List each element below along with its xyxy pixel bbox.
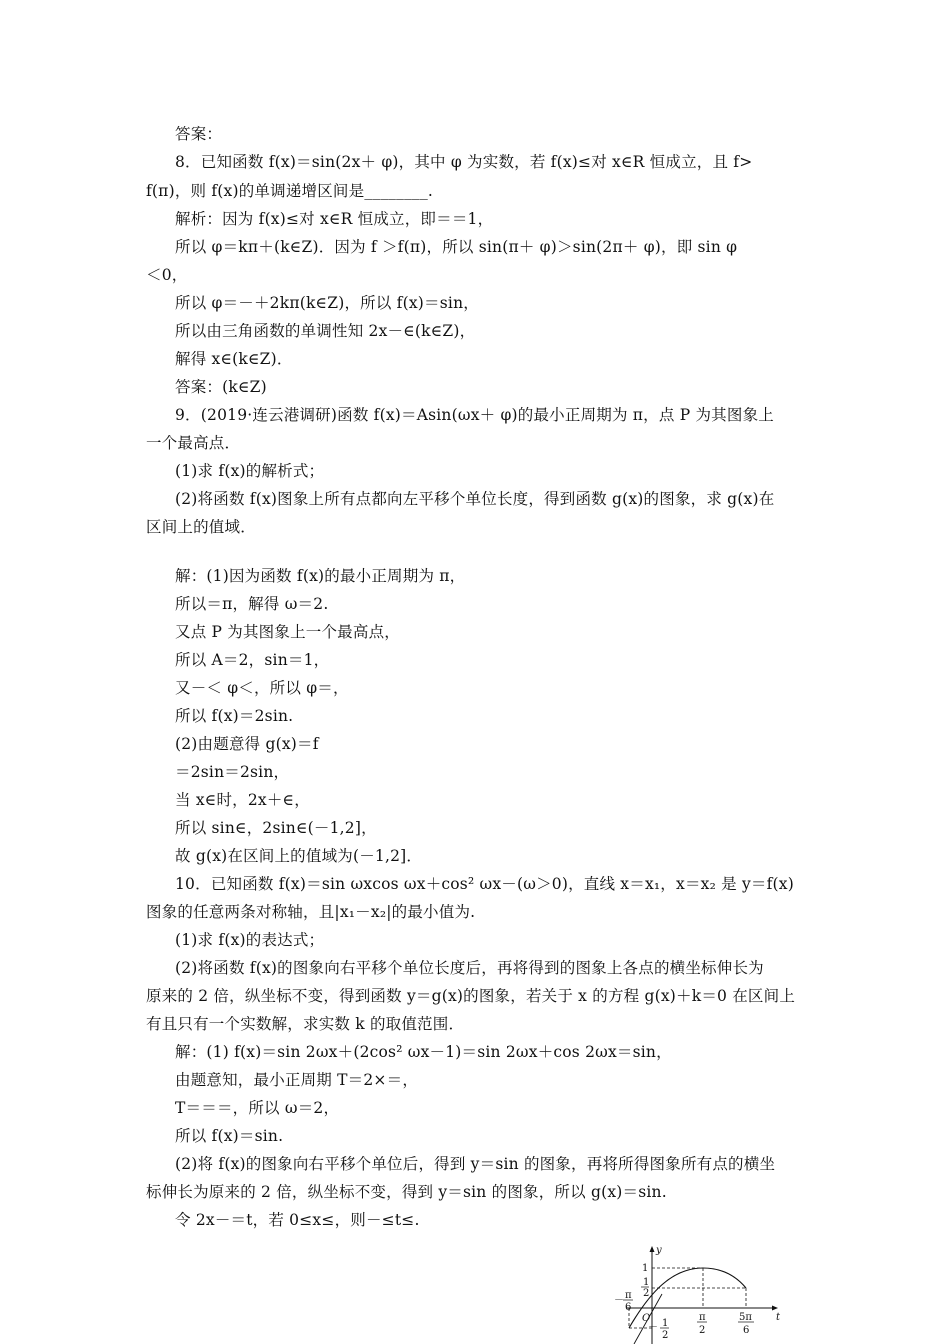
text-line-l25: 所以 sin∈，2sin∈(－1,2]， [175, 819, 377, 837]
text-line-l38: 标伸长为原来的 2 倍，纵坐标不变，得到 y＝sin 的图象，所以 g(x)＝sin. [146, 1183, 667, 1201]
text-line-l34: 由题意知，最小正周期 T＝2×＝， [175, 1071, 419, 1089]
text-line-l19: 所以 A＝2，sin＝1， [175, 651, 330, 669]
text-line-l09: 解得 x∈(k∈Z)． [175, 350, 293, 368]
text-line-l14: (2)将函数 f(x)图象上所有点都向左平移个单位长度，得到函数 g(x)的图象，求 g(x)在 [175, 490, 775, 508]
origin-label: O [642, 1313, 651, 1324]
text-line-l16: 解：(1)因为函数 f(x)的最小正周期为 π， [175, 567, 466, 585]
text-line-l20: 又－＜ φ＜，所以 φ＝， [175, 679, 349, 697]
text-line-l10: 答案：(k∈Z) [175, 378, 267, 396]
text-line-l24: 当 x∈时，2x＋∈， [175, 791, 310, 809]
text-line-l29: (1)求 f(x)的表达式； [175, 931, 325, 949]
x5pi6-den: 6 [743, 1325, 750, 1336]
x-axis-label: t [776, 1312, 781, 1323]
xneg-num: π [625, 1290, 632, 1301]
yneg-half-sign: － [648, 1322, 658, 1333]
text-line-l17: 所以＝π，解得 ω＝2. [175, 595, 329, 613]
text-line-l30: (2)将函数 f(x)的图象向右平移个单位长度后，再将得到的图象上各点的横坐标伸长为 [175, 959, 764, 977]
text-line-l01: 答案： [175, 125, 223, 143]
text-line-l06: ＜0， [146, 266, 188, 284]
text-line-l36: 所以 f(x)＝sin. [175, 1127, 284, 1145]
x5pi6-num: 5π [739, 1312, 752, 1323]
text-line-l33: 解：(1) f(x)＝sin 2ωx＋(2cos² ωx－1)＝sin 2ωx＋cos 2ωx＝sin， [175, 1043, 672, 1061]
ytick-half-den: 2 [643, 1288, 650, 1299]
text-line-l07: 所以 φ＝－＋2kπ(k∈Z)，所以 f(x)＝sin， [175, 294, 479, 312]
text-line-l26: 故 g(x)在区间上的值域为(－1,2]． [175, 847, 423, 865]
text-line-l32: 有且只有一个实数解，求实数 k 的取值范围． [146, 1015, 465, 1033]
text-line-l03: f(π)，则 f(x)的单调递增区间是________. [146, 182, 434, 200]
text-line-l28: 图象的任意两条对称轴，且|x₁－x₂|的最小值为. [146, 903, 476, 921]
xneg-sign: － [614, 1295, 624, 1306]
text-line-l39: 令 2x－＝t，若 0≤x≤，则－≤t≤. [175, 1211, 420, 1229]
text-line-l02: 8．已知函数 f(x)＝sin(2x＋ φ)，其中 φ 为实数，若 f(x)≤对 x∈R 恒成立，且 f> [175, 153, 753, 171]
text-line-l15: 区间上的值域． [146, 518, 256, 536]
xpi2-den: 2 [699, 1325, 706, 1336]
text-line-l08: 所以由三角函数的单调性知 2x－∈(k∈Z)， [175, 322, 476, 340]
ytick-half-num: 1 [643, 1277, 650, 1288]
xneg-den: 6 [625, 1302, 632, 1313]
y-axis-label: y [656, 1245, 662, 1256]
text-line-l13: (1)求 f(x)的解析式； [175, 462, 325, 480]
text-line-l35: T＝＝＝，所以 ω＝2， [175, 1099, 340, 1117]
text-line-l27: 10．已知函数 f(x)＝sin ωxcos ωx＋cos² ωx－(ω＞0)，直线 x＝x₁，x＝x₂ 是 y＝f(x) [175, 875, 794, 893]
text-line-l31: 原来的 2 倍，纵坐标不变，得到函数 y＝g(x)的图象，若关于 x 的方程 g(x)＋k＝0 在区间上 [146, 987, 796, 1005]
text-line-l18: 又点 P 为其图象上一个最高点， [175, 623, 400, 641]
text-line-l23: ＝2sin＝2sin， [175, 763, 290, 781]
text-line-l22: (2)由题意得 g(x)＝f [175, 735, 319, 753]
yneg-half-den: 2 [662, 1330, 669, 1341]
text-line-l11: 9．(2019·连云港调研)函数 f(x)＝Asin(ωx＋ φ)的最小正周期为 π，点 P 为其图象上 [175, 406, 774, 424]
y-axis-arrow [650, 1246, 655, 1252]
x-axis-arrow [772, 1306, 778, 1311]
xpi2-num: π [699, 1312, 706, 1323]
sine-graph-figure [612, 1240, 787, 1344]
yneg-half-num: 1 [662, 1318, 669, 1329]
text-line-l21: 所以 f(x)＝2sin. [175, 707, 294, 725]
text-line-l05: 所以 φ＝kπ＋(k∈Z)．因为 f ＞f(π)，所以 sin(π＋ φ)＞sin(2π＋ φ)，即 sin φ [175, 238, 738, 256]
text-line-l04: 解析：因为 f(x)≤对 x∈R 恒成立，即＝＝1， [175, 210, 494, 228]
text-line-l12: 一个最高点． [146, 434, 241, 452]
ytick-1-label: 1 [642, 1263, 649, 1274]
text-line-l37: (2)将 f(x)的图象向右平移个单位后，得到 y＝sin 的图象，再将所得图象所有点的横坐 [175, 1155, 776, 1173]
